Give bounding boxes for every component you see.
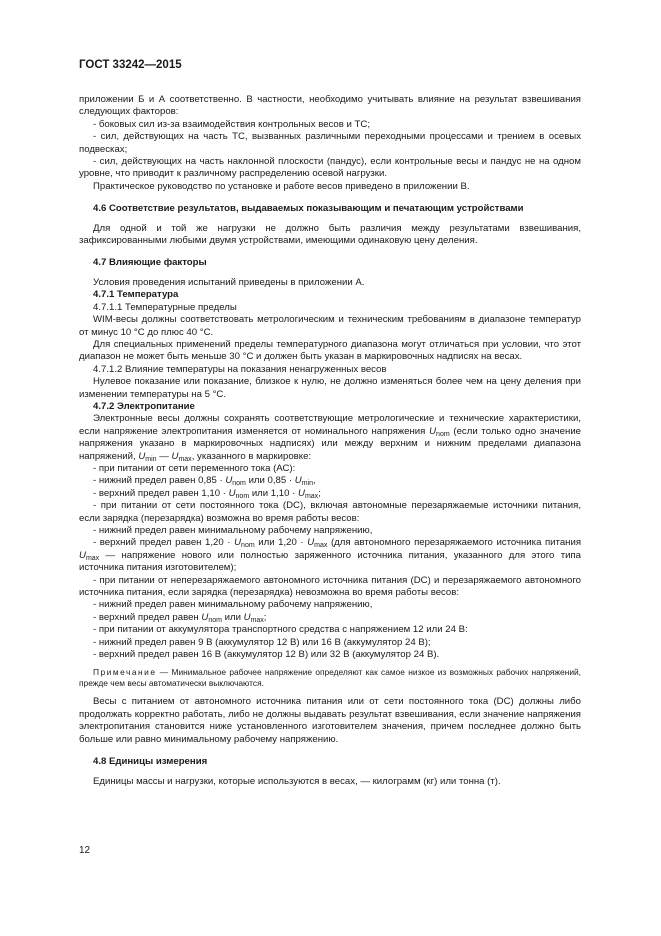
- paragraph: Электронные весы должны сохранять соответствующие метрологические и технические характеристики, если напряжение электропитания изменяется от номинального напряжения $U_{nom}$ (если только одно значение напряжения указано в маркировочных надписях) или между верхним и нижним пределами диапазона напряжений, $U_{min}$ — $U_{max}$, указанного в маркировке:: [79, 413, 582, 463]
- standard-header: ГОСТ 33242—2015: [79, 59, 182, 71]
- note: [79, 667, 581, 689]
- list-item: - при питании от сети переменного тока (АС):: [93, 462, 296, 474]
- list-item: - при питании от аккумулятора транспортного средства с напряжением 12 или 24 В:: [93, 624, 468, 636]
- paragraph: Для специальных применений пределы температурного диапазона могут отличаться при условии, что этот диапазон не может быть меньше 30 °С и должен быть указан в маркировочных надписях на весах.: [79, 338, 581, 363]
- paragraph: Нулевое показание или показание, близкое к нулю, не должно изменяться более чем на цену деления при изменении температуры на 5 °С.: [79, 376, 581, 400]
- section-heading-4-7-1: 4.7.1 Температура: [93, 289, 179, 301]
- list-item: - нижний предел равен 9 В (аккумулятор 12 В) или 16 В (аккумулятор 24 В);: [93, 636, 431, 648]
- section-heading-4-7: 4.7 Влияющие факторы: [93, 257, 207, 269]
- list-item: - при питании от сети постоянного тока (DC), включая автономные перезаряжаемые источники питания, если зарядка (перезарядка) возможна во время работы весов:: [79, 500, 581, 524]
- list-item: - нижний предел равен минимальному рабочему напряжению,: [93, 525, 373, 536]
- list-item: - сил, действующих на часть ТС, вызванных различными переходными процессами и трением в осевых подвесках;: [79, 131, 581, 155]
- subsection-title: 4.7.1.1 Температурные пределы: [93, 301, 237, 313]
- list-item: - сил, действующих на часть наклонной плоскости (пандус), если контрольные весы и пандус не на одном уровне, что приводит к различному распределению осевой нагрузки.: [79, 156, 581, 180]
- list-item: - нижний предел равен $0,85 \cdot U_{nom}$ или $0,85 \cdot U_{min}$,: [93, 475, 316, 488]
- list-item: - верхний предел равен $1,10 \cdot U_{nom}$ или $1,10 \cdot U_{max}$;: [93, 487, 321, 500]
- list-item: - верхний предел равен 16 В (аккумулятор 12 В) или 32 В (аккумулятор 24 В).: [93, 649, 440, 661]
- paragraph: Единицы массы и нагрузки, которые используются в весах, — килограмм (кг) или тонна (т).: [93, 775, 501, 787]
- paragraph: Для одной и той же нагрузки не должно быть различия между результатами взвешивания, зафиксированными любыми двумя устройствами, имеющими одинаковую цену деления.: [79, 222, 581, 247]
- section-heading-4-8: 4.8 Единицы измерения: [93, 756, 208, 768]
- section-heading-4-7-2: 4.7.2 Электропитание: [93, 400, 195, 412]
- list-item: - верхний предел равен $1,20 \cdot U_{nom}$ или $1,20 \cdot U_{max}$ (для автономного перезаряжаемого источника питания $U_{max}$ — напряжение нового или полностью заряженного источника питания, указанного для этого типа источника питания изготовителем);: [79, 537, 582, 574]
- page-number: 12: [79, 845, 91, 856]
- section-heading-4-6: 4.6 Соответствие результатов, выдаваемых показывающим и печатающим устройствами: [93, 203, 524, 215]
- subsection-title: 4.7.1.2 Влияние температуры на показания ненагруженных весов: [93, 363, 387, 375]
- page-body: [79, 94, 581, 788]
- paragraph: Практическое руководство по установке и работе весов приведено в приложении В.: [93, 180, 470, 192]
- paragraph: WIM-весы должны соответствовать метрологическим и техническим требованиям в диапазоне температур от минус 10 °С до плюс 40 °С.: [79, 314, 581, 338]
- paragraph: приложении Б и А соответственно. В частности, необходимо учитывать влияние на результат взвешивания следующих факторов:: [79, 94, 581, 118]
- list-item: - при питании от неперезаряжаемого автономного источника питания (DC) и перезаряжаемого автономного источника питания, если зарядка (перезарядка) невозможна во время работы весов:: [79, 574, 581, 599]
- list-item: - нижний предел равен минимальному рабочему напряжению,: [93, 599, 373, 611]
- list-item: - верхний предел равен $U_{nom}$ или $U_{max}$;: [93, 611, 267, 624]
- paragraph: Условия проведения испытаний приведены в приложении А.: [93, 276, 365, 288]
- note-text: — Минимальное рабочее напряжение определяют как самое низкое из возможных рабочих напряжений, прежде чем весы автоматически выключаются.: [79, 667, 582, 689]
- note-label: Примечание: [93, 667, 157, 678]
- list-item: - боковых сил из-за взаимодействия контрольных весов и ТС;: [93, 118, 371, 130]
- paragraph: Весы с питанием от автономного источника питания или от сети постоянного тока (DC) должны либо продолжать корректно работать, либо не должны выдавать результат взвешивания, если значение напряжения электропитания становится ниже установленного изготовителем значения, причем последнее должно быть больше или равно минимальному рабочему напряжению.: [79, 696, 581, 745]
